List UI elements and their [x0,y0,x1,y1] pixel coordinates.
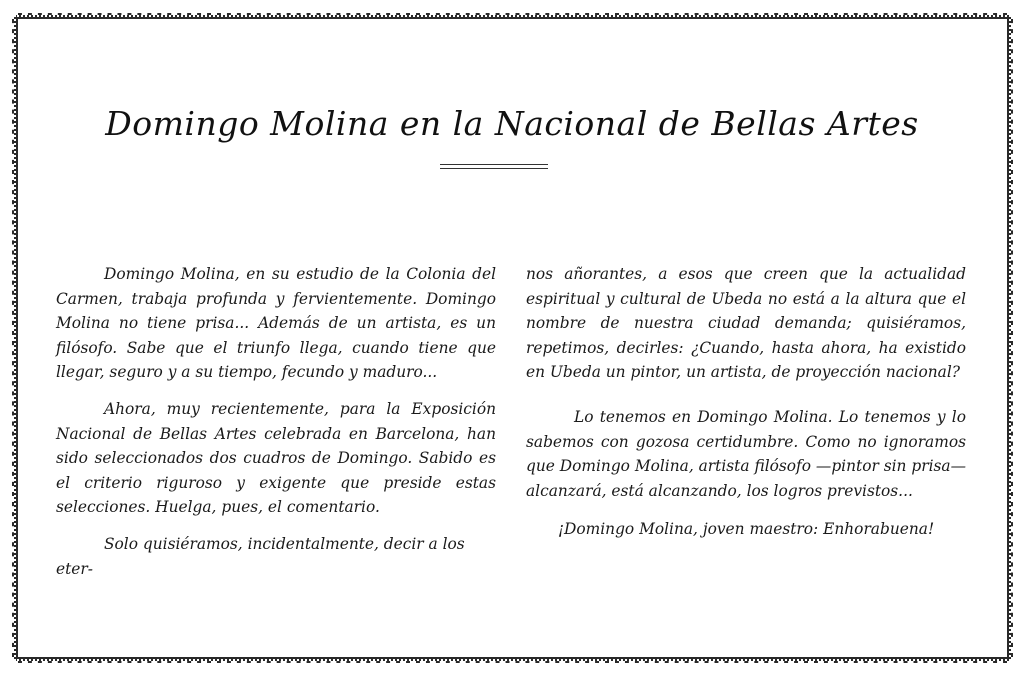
title-underline-rule [440,164,548,165]
paragraph: Domingo Molina, en su estudio de la Colonia del Carmen, trabaja profunda y fervientemente. Domingo Molina no tiene prisa... Además de un artista, es un filósofo. Sabe que el triunfo llega, cuando tiene que llegar, seguro y a su tiempo, fecundo y maduro... [56,265,496,382]
paragraph: nos añorantes, a esos que creen que la actualidad espiritual y cultural de Ubeda no está a la altura que el nombre de nuestra ciudad demanda; quisiéramos, repetimos, decirles: ¿Cuando, hasta ahora, ha existido en Ubeda un pintor, un artista, de proyección nacional? [526,265,966,382]
title-underline-rule [440,168,548,169]
paragraph: Lo tenemos en Domingo Molina. Lo tenemos y lo sabemos con gozosa certidumbre. Como no ignoramos que Domingo Molina, artista filósofo —pintor sin prisa— alcanzará, está alcanzando, los logros previstos... [526,407,966,500]
article-title: Domingo Molina en la Nacional de Bellas Artes [105,104,919,143]
paragraph: Ahora, muy recientemente, para la Exposición Nacional de Bellas Artes celebrada en Barcelona, han sido seleccionados dos cuadros de Domingo. Sabido es el criterio riguroso y exigente que preside estas selecciones. Huelga, pues, el comentario. [56,399,496,517]
paragraph: Solo quisiéramos, incidentalmente, decir a los eter- [56,534,465,578]
left-column [56,262,496,593]
closing-line: ¡Domingo Molina, joven maestro: Enhorabuena! [557,520,935,539]
right-column [526,262,966,554]
